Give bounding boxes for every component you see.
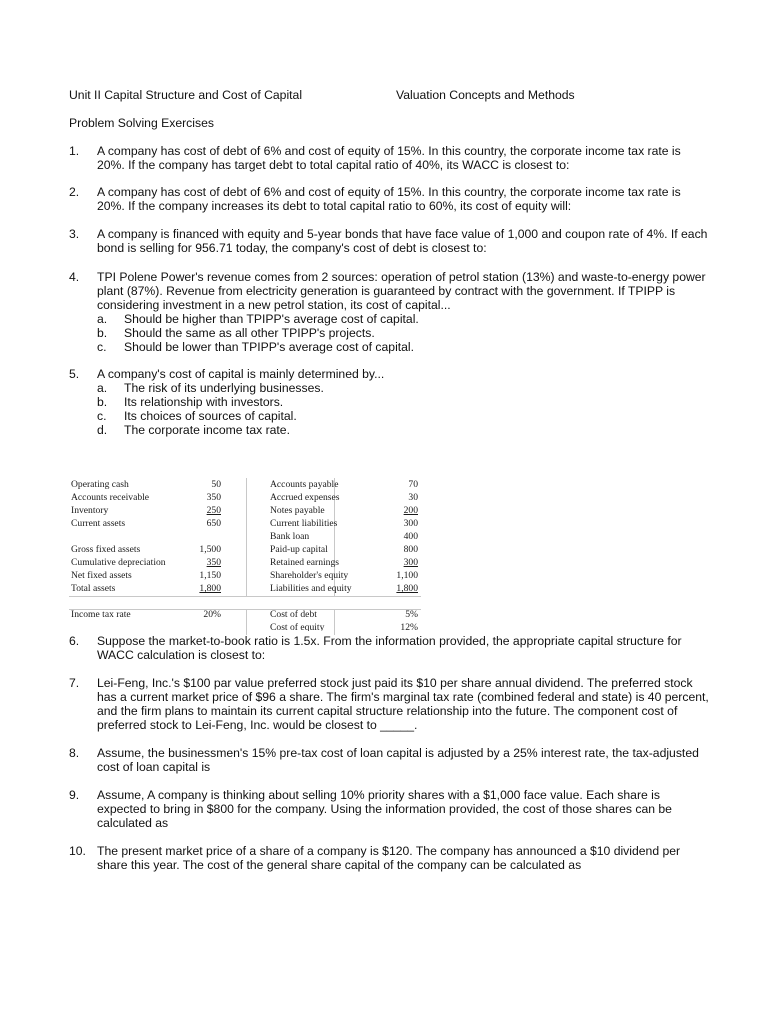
question-text: Suppose the market-to-book ratio is 1.5x. From the information provided, the appropriate capital structure for WACC calculation is closest to: [97,634,682,662]
option-letter: b. [97,395,108,409]
question-number: 6. [69,634,80,648]
topic-title: Valuation Concepts and Methods [396,88,575,102]
question-number: 3. [69,227,80,241]
option-a [97,381,709,395]
table-row: Current assets 650 Current liabilities 300 [71,518,418,529]
option-text: Should the same as all other TPIPP's projects. [124,326,375,340]
question-number: 4. [69,270,80,284]
question-text: Lei-Feng, Inc.'s $100 par value preferred stock just paid its $10 per share annual dividend. The preferred stock has a current market price of $96 a share. The firm's marginal tax rate (combined federal and state) is 40 percent, and the firm plans to maintain its current capital structure relationship into the future. The component cost of preferred stock to Lei-Feng, Inc. would be closest to _____. [97,676,709,732]
table-row: Net fixed assets 1,150 Shareholder's equity 1,100 [71,570,418,581]
question-7 [69,676,709,732]
table-row: Cost of equity 12% [270,622,418,631]
question-text: Assume, the businessmen's 15% pre-tax cost of loan capital is adjusted by a 25% interest rate, the tax-adjusted cost of loan capital is [97,746,699,774]
question-number: 8. [69,746,80,760]
balance-sheet-table [69,478,421,631]
option-text: Should be higher than TPIPP's average cost of capital. [124,312,419,326]
option-letter: c. [97,340,107,354]
table-row: Accounts receivable 350 Accrued expenses 30 [71,492,418,503]
option-text: Its relationship with investors. [124,395,284,409]
question-text: A company is financed with equity and 5-year bonds that have face value of 1,000 and coupon rate of 4%. If each bond is selling for 956.71 today, the company's cost of debt is closest to: [97,227,708,255]
question-2 [69,185,709,213]
question-1 [69,144,709,172]
section-subtitle: Problem Solving Exercises [69,116,214,130]
option-text: Should be lower than TPIPP's average cost of capital. [124,340,415,354]
question-number: 2. [69,185,80,199]
question-number: 5. [69,367,80,381]
question-text: Assume, A company is thinking about selling 10% priority shares with a $1,000 face value. Each share is expected to bring in $800 for the company. Using the information provided, the cost of those shares can be calculated as [97,788,672,830]
option-letter: a. [97,312,108,326]
option-b [97,395,709,409]
question-text: A company has cost of debt of 6% and cost of equity of 15%. In this country, the corporate income tax rate is 20%. If the company has target debt to total capital ratio of 40%, its WACC is closest to: [97,144,681,172]
option-text: Its choices of sources of capital. [124,409,297,423]
question-9 [69,788,709,830]
question-3 [69,227,709,255]
question-text: The present market price of a share of a company is $120. The company has announced a $10 dividend per share this year. The cost of the general share capital of the company can be calculated as [97,844,681,872]
table-row: Bank loan 400 [270,531,418,542]
question-text: TPI Polene Power's revenue comes from 2 sources: operation of petrol station (13%) and waste-to-energy power plant (87%). Revenue from electricity generation is guaranteed by contract with the government. If TPIPP is considering investment in a new petrol station, its cost of capital... [97,270,706,312]
unit-title: Unit II Capital Structure and Cost of Capital [69,88,303,102]
question-8 [69,746,709,774]
option-d [97,423,709,437]
option-letter: c. [97,409,107,423]
option-text: The corporate income tax rate. [124,423,290,437]
option-letter: b. [97,326,108,340]
question-5 [69,367,709,437]
option-c [97,409,709,423]
table-row: Inventory 250 Notes payable 200 [71,505,418,516]
table-row: Gross fixed assets 1,500 Paid-up capital 800 [71,544,418,555]
question-number: 9. [69,788,80,802]
question-10 [69,844,709,872]
table-row: Total assets 1,800 Liabilities and equity 1,800 [71,583,418,594]
option-c [97,340,709,354]
table-row: Income tax rate 20% Cost of debt 5% [71,609,418,620]
table-rule [69,596,421,597]
question-number: 7. [69,676,80,690]
option-letter: d. [97,423,108,437]
question-text: A company's cost of capital is mainly determined by... [97,367,385,381]
option-text: The risk of its underlying businesses. [124,381,324,395]
question-4 [69,270,709,354]
option-a [97,312,709,326]
question-number: 10. [69,844,86,858]
table-row: Operating cash 50 Accounts payable 70 [71,479,418,490]
question-text: A company has cost of debt of 6% and cost of equity of 15%. In this country, the corporate income tax rate is 20%. If the company increases its debt to total capital ratio to 60%, its cost of equity will: [97,185,681,213]
question-number: 1. [69,144,80,158]
option-letter: a. [97,381,108,395]
option-b [97,326,709,340]
question-6 [69,634,709,662]
table-row: Cumulative depreciation 350 Retained earnings 300 [71,557,418,568]
